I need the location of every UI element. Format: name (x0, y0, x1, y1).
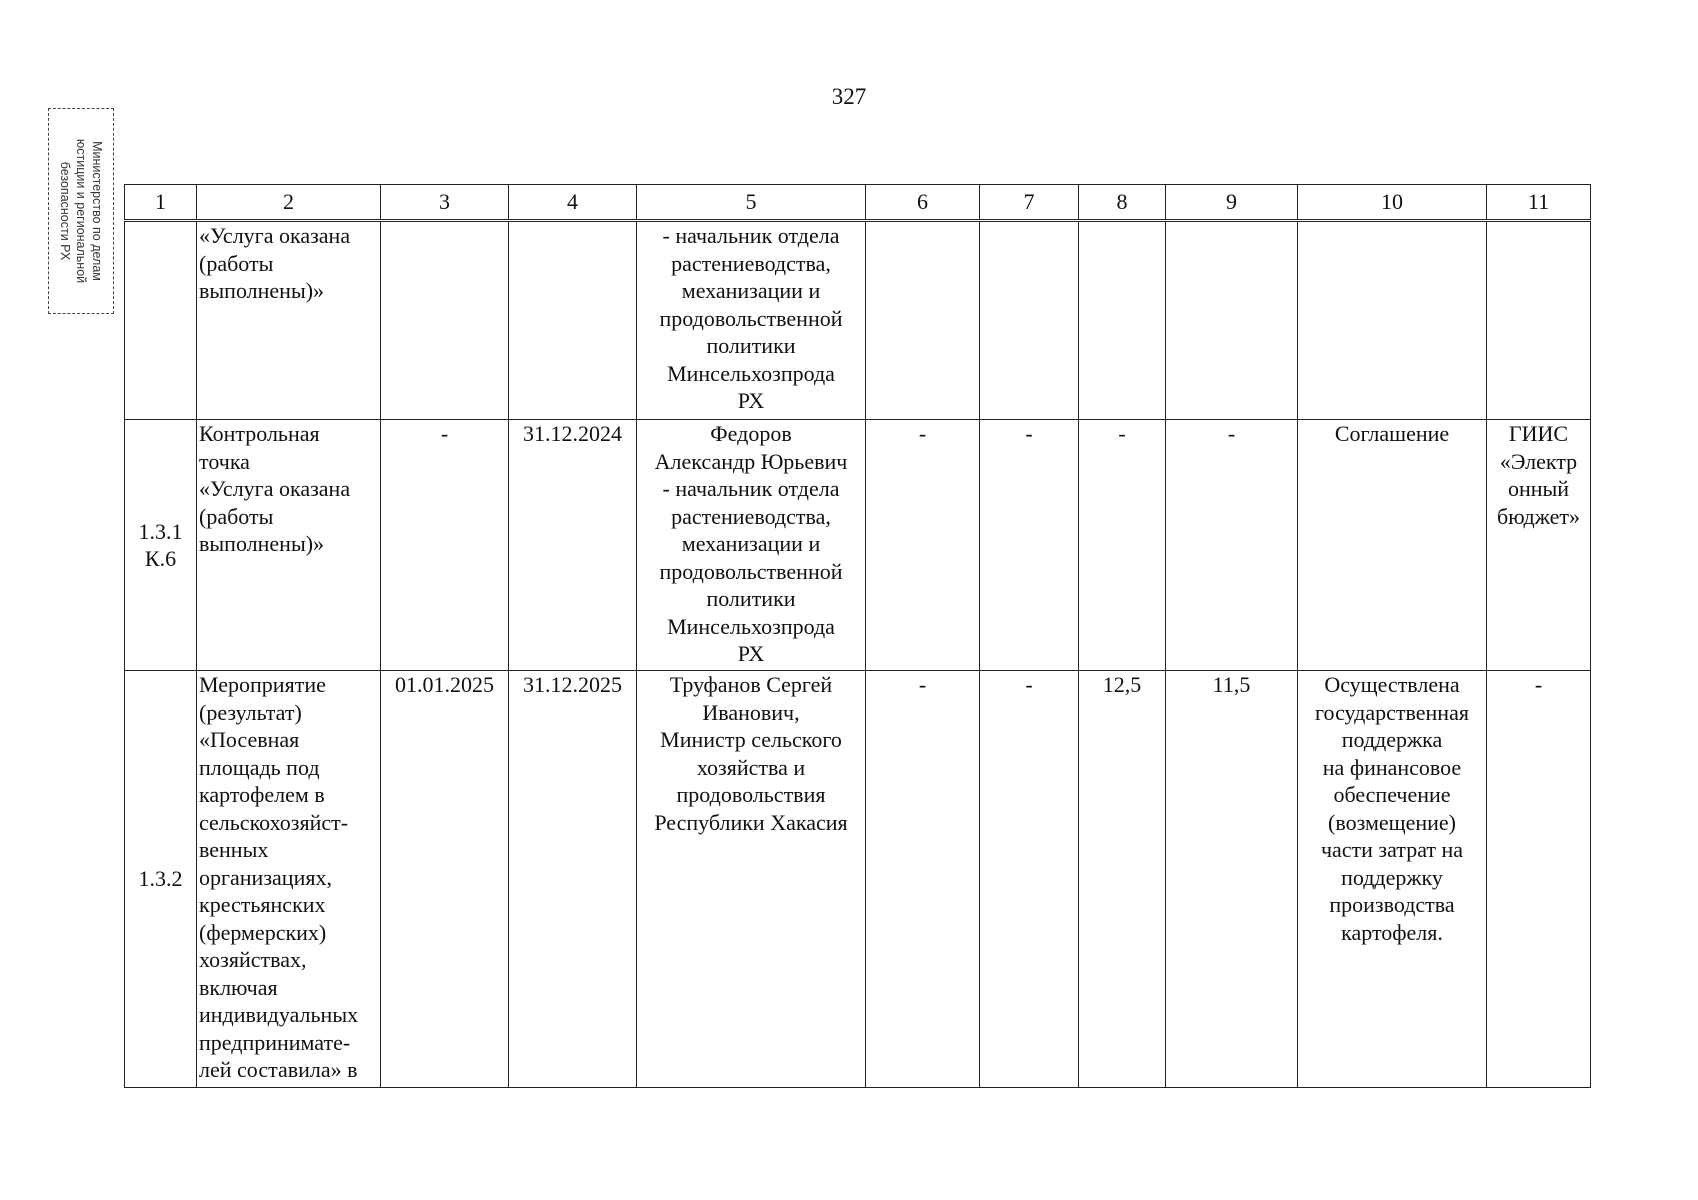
table-cell: Соглашение (1298, 420, 1487, 671)
stamp-text (57, 111, 105, 311)
table-cell (1298, 221, 1487, 420)
table-cell: Федоров Александр Юрьевич - начальник отдела растениеводства, механизации и продовольственной политики Минсельхозпрода РХ (637, 420, 866, 671)
table-cell: - (1487, 671, 1591, 1088)
table-cell: Мероприятие (результат) «Посевная площадь под картофелем в сельскохозяйст- венных организациях, крестьянских (фермерских) хозяйствах, включая индивидуальных предпринимате- лей составила» в (197, 671, 381, 1088)
table-cell: - (1166, 420, 1298, 671)
table-cell: - (1079, 420, 1166, 671)
table-cell: - (866, 671, 980, 1088)
column-header: 6 (866, 185, 980, 221)
table-cell: 1.3.2 (125, 671, 197, 1088)
table-cell: 11,5 (1166, 671, 1298, 1088)
column-header: 9 (1166, 185, 1298, 221)
column-header: 11 (1487, 185, 1591, 221)
column-header: 1 (125, 185, 197, 221)
table-cell (1079, 221, 1166, 420)
table-row (125, 221, 1591, 420)
table-cell (980, 221, 1079, 420)
table-cell: Контрольная точка «Услуга оказана (работы выполнены)» (197, 420, 381, 671)
table-cell (866, 221, 980, 420)
table-cell: - начальник отдела растениеводства, механизации и продовольственной политики Минсельхозпрода РХ (637, 221, 866, 420)
column-header: 2 (197, 185, 381, 221)
column-header: 5 (637, 185, 866, 221)
column-header: 10 (1298, 185, 1487, 221)
table-cell (381, 221, 509, 420)
table-cell (1487, 221, 1591, 420)
stamp-line: безопасности РХ (58, 161, 72, 261)
table-cell: - (866, 420, 980, 671)
table-cell: 1.3.1 К.6 (125, 420, 197, 671)
stamp-line: Министерство по делам (90, 141, 104, 281)
column-header: 7 (980, 185, 1079, 221)
table-cell: Труфанов Сергей Иванович, Министр сельского хозяйства и продовольствия Республики Хакасия (637, 671, 866, 1088)
table-cell: 12,5 (1079, 671, 1166, 1088)
registration-stamp (48, 108, 114, 314)
column-header: 4 (509, 185, 637, 221)
table-cell: 31.12.2024 (509, 420, 637, 671)
table-cell (1166, 221, 1298, 420)
table-cell: Осуществлена государственная поддержка на финансовое обеспечение (возмещение) части затрат на поддержку производства картофеля. (1298, 671, 1487, 1088)
table-cell: ГИИС «Электр онный бюджет» (1487, 420, 1591, 671)
table-cell (509, 221, 637, 420)
stamp-line: юстиции и региональной (74, 138, 88, 284)
table-row (125, 671, 1591, 1088)
table-cell: - (980, 671, 1079, 1088)
column-header: 8 (1079, 185, 1166, 221)
table-cell: «Услуга оказана (работы выполнены)» (197, 221, 381, 420)
table-cell: - (381, 420, 509, 671)
table-cell: - (980, 420, 1079, 671)
column-header: 3 (381, 185, 509, 221)
table-cell (125, 221, 197, 420)
header-row (125, 185, 1591, 221)
table-cell: 01.01.2025 (381, 671, 509, 1088)
table-cell: 31.12.2025 (509, 671, 637, 1088)
table-row (125, 420, 1591, 671)
data-table (124, 184, 1591, 1088)
page-number: 327 (831, 84, 867, 109)
